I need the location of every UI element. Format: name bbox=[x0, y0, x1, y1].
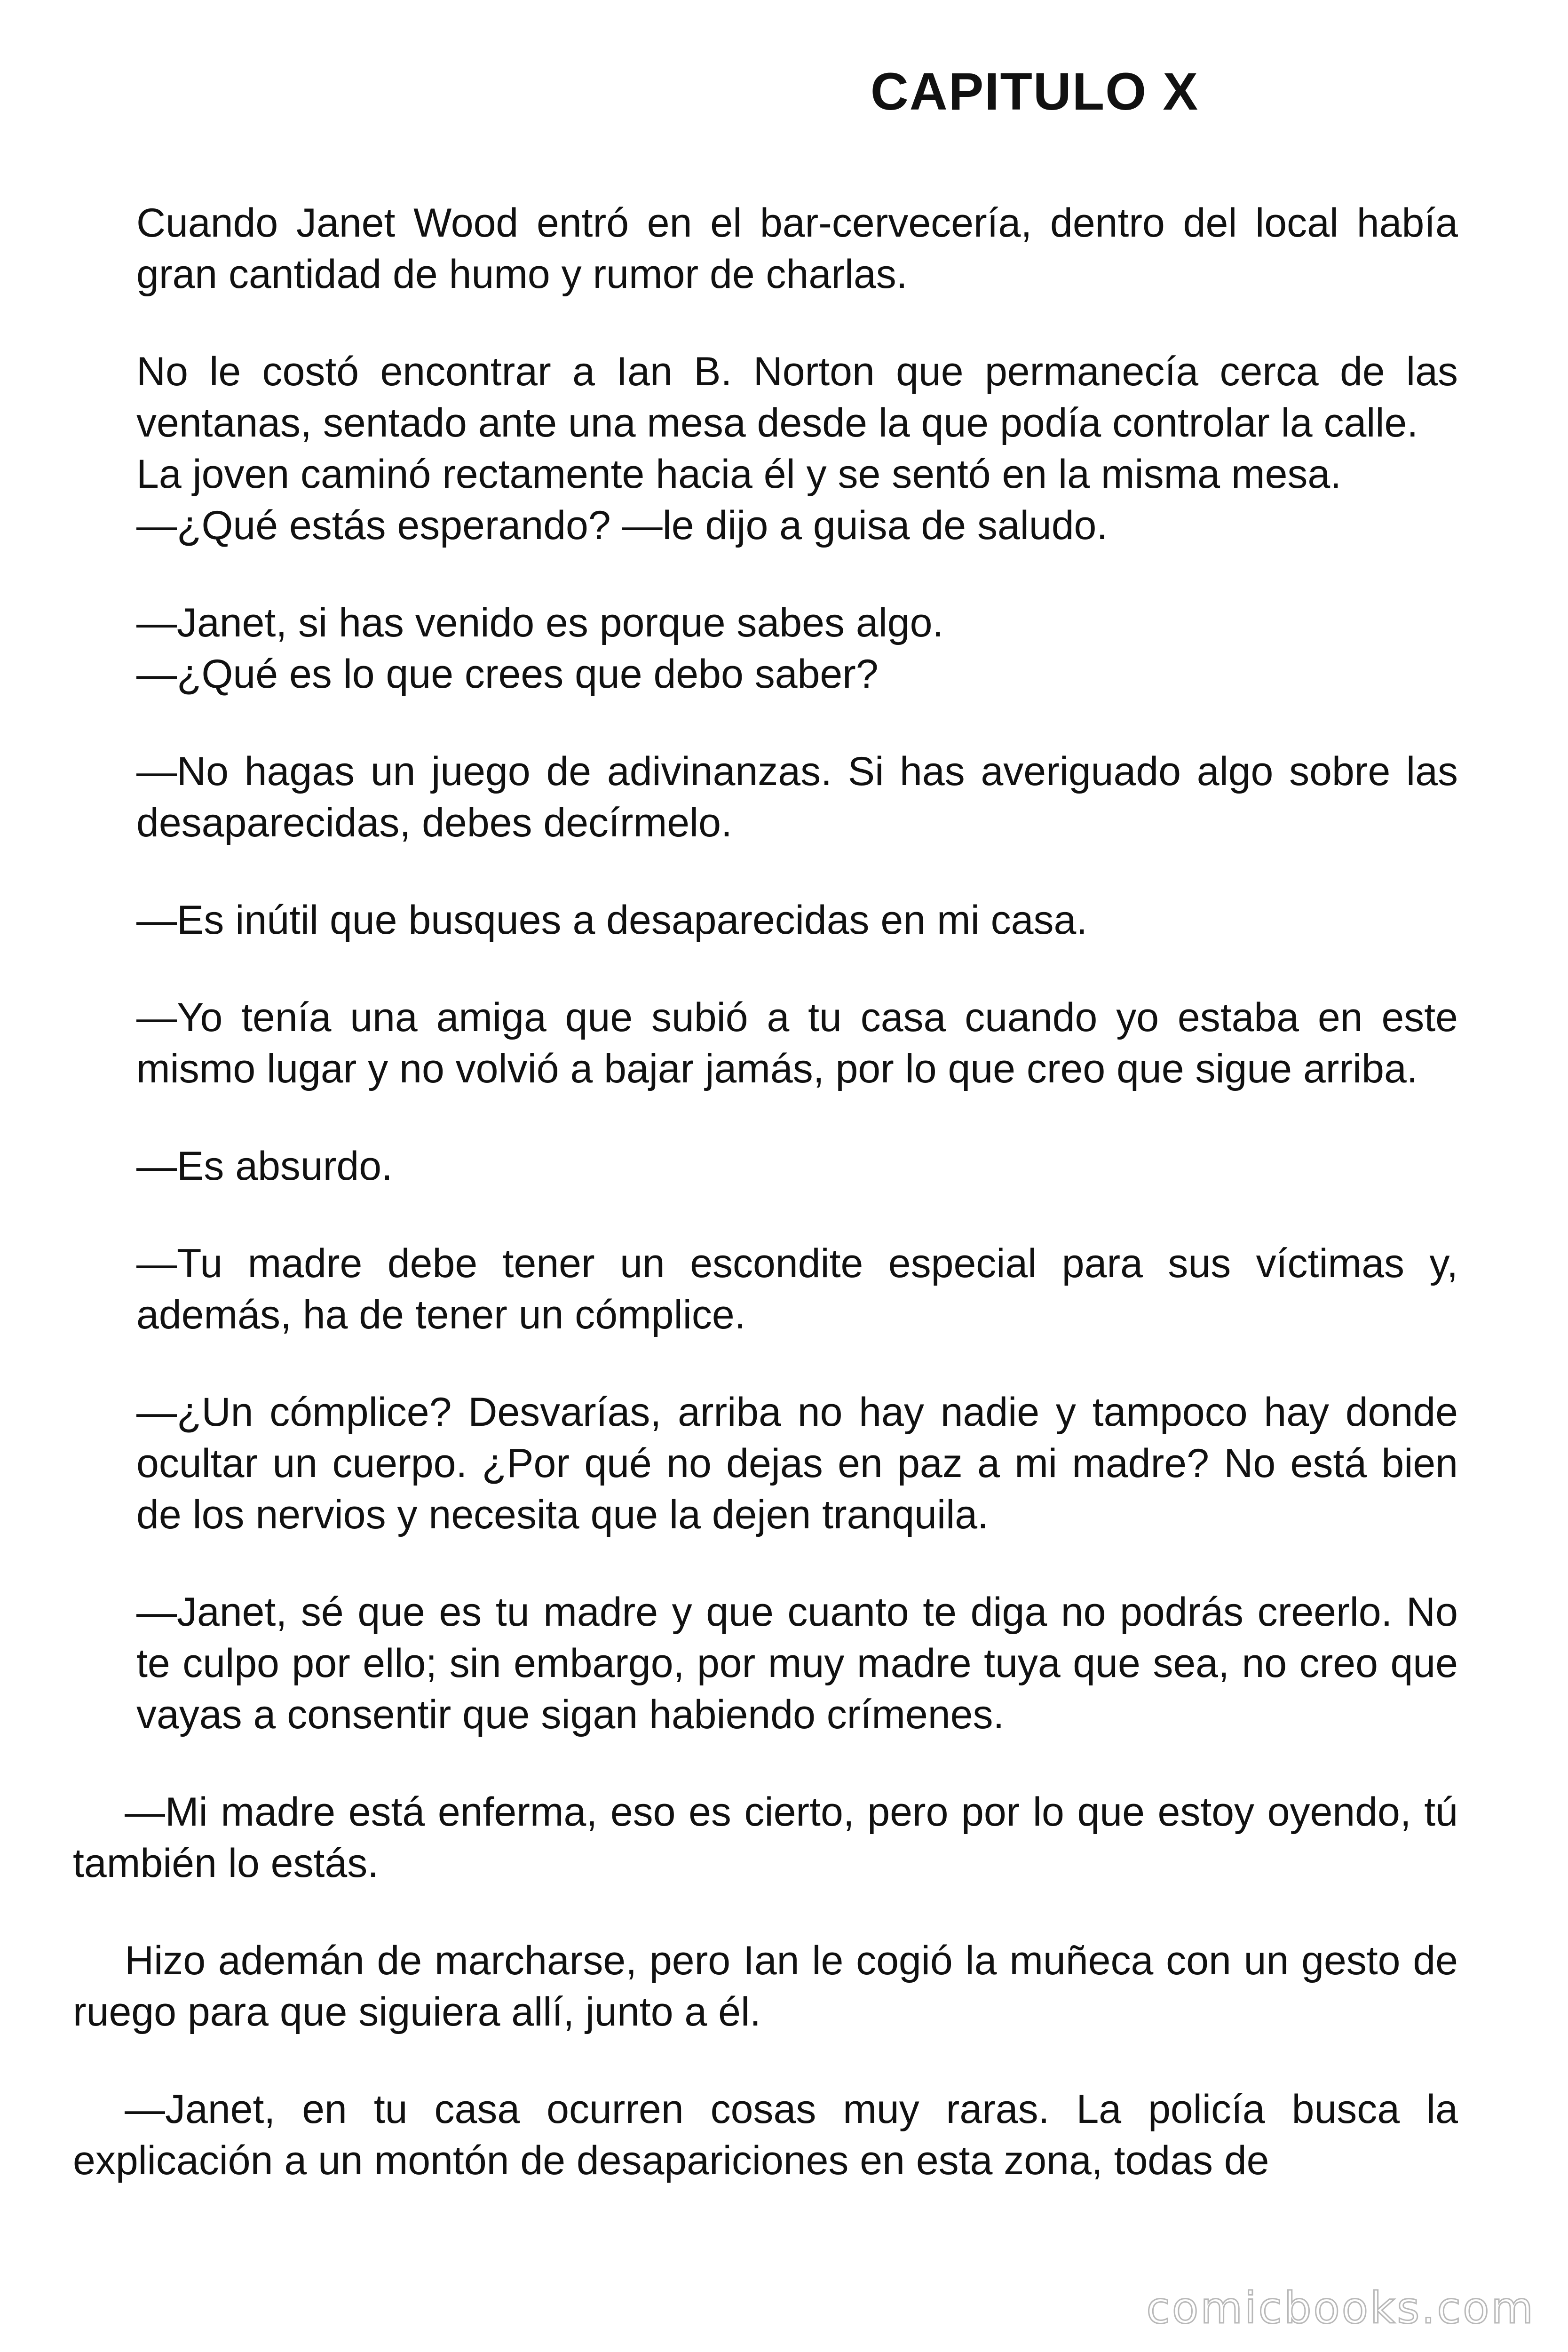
paragraph-3: La joven caminó rectamente hacia él y se sentó en la misma mesa. bbox=[136, 452, 1342, 497]
paragraph-10: —Es absurdo. bbox=[136, 1144, 393, 1189]
chapter-body bbox=[73, 198, 1458, 2186]
paragraph-14: —Mi madre está enferma, eso es cierto, pero por lo que estoy oyendo, tú también lo estás. bbox=[73, 1789, 1458, 1886]
paragraph-9: —Yo tenía una amiga que subió a tu casa cuando yo estaba en este mismo lugar y no volvió a bajar jamás, por lo que creo que sigue arriba. bbox=[136, 995, 1458, 1091]
paragraph-6: —¿Qué es lo que crees que debo saber? bbox=[136, 652, 879, 697]
chapter-title: CAPITULO X bbox=[870, 62, 1199, 121]
paragraph-1: Cuando Janet Wood entró en el bar-cervecería, dentro del local había gran cantidad de humo y rumor de charlas. bbox=[136, 200, 1458, 297]
paragraph-8: —Es inútil que busques a desaparecidas en mi casa. bbox=[136, 898, 1088, 943]
paragraph-5: —Janet, si has venido es porque sabes algo. bbox=[136, 600, 944, 645]
paragraph-15: Hizo ademán de marcharse, pero Ian le cogió la muñeca con un gesto de ruego para que siguiera allí, junto a él. bbox=[73, 1938, 1458, 2034]
paragraph-4: —¿Qué estás esperando? —le dijo a guisa de saludo. bbox=[136, 503, 1108, 548]
paragraph-12: —¿Un cómplice? Desvarías, arriba no hay nadie y tampoco hay donde ocultar un cuerpo. ¿Por qué no dejas en paz a mi madre? No está bien de los nervios y necesita que la dejen tranquila. bbox=[136, 1390, 1458, 1537]
paragraph-11: —Tu madre debe tener un escondite especial para sus víctimas y, además, ha de tener un cómplice. bbox=[136, 1241, 1458, 1337]
paragraph-16: —Janet, en tu casa ocurren cosas muy raras. La policía busca la explicación a un montón de desapariciones en esta zona, todas de bbox=[73, 2087, 1458, 2183]
watermark-logo: comicbooks.com bbox=[1146, 2283, 1535, 2333]
paragraph-2: No le costó encontrar a Ian B. Norton que permanecía cerca de las ventanas, sentado ante una mesa desde la que podía controlar la calle. bbox=[136, 349, 1458, 445]
paragraph-13: —Janet, sé que es tu madre y que cuanto te diga no podrás creerlo. No te culpo por ello; sin embargo, por muy madre tuya que sea, no creo que vayas a consentir que sigan habiendo crímenes. bbox=[136, 1589, 1458, 1737]
paragraph-7: —No hagas un juego de adivinanzas. Si has averiguado algo sobre las desaparecidas, debes decírmelo. bbox=[136, 749, 1458, 845]
